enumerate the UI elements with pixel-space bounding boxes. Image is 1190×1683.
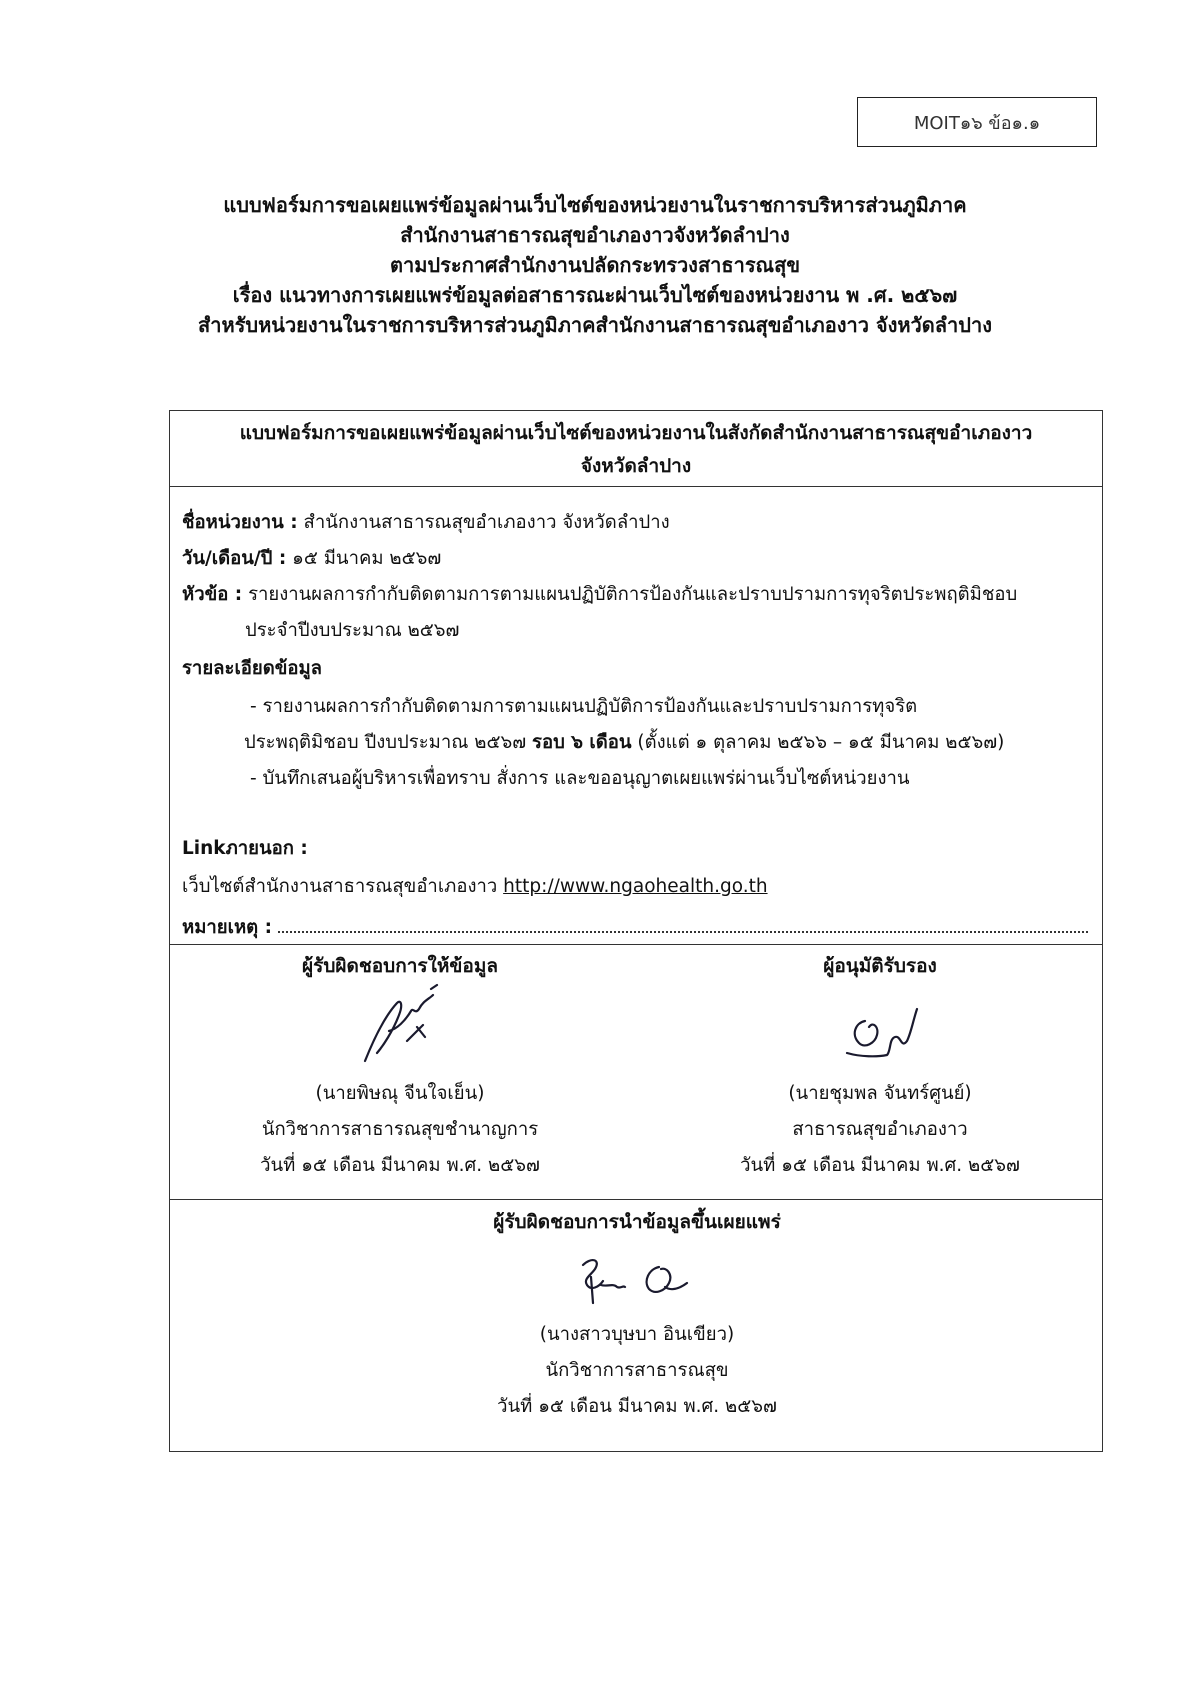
approver-name: (นายชุมพล จันทร์ศูนย์) bbox=[788, 1083, 972, 1104]
detail-item-1-continuation bbox=[244, 729, 1004, 757]
note-label: หมายเหตุ : bbox=[182, 917, 272, 938]
publisher-position: นักวิชาการสาธารณสุข bbox=[545, 1360, 729, 1381]
publisher-heading: ผู้รับผิดชอบการนำข้อมูลขึ้นเผยแพร่ bbox=[493, 1211, 781, 1233]
header-line-4: เรื่อง แนวทางการเผยแพร่ข้อมูลต่อสาธารณะผ่านเว็บไซต์ของหน่วยงาน พ .ศ. ๒๕๖๗ bbox=[232, 283, 958, 307]
header-line-2: สำนักงานสาธารณสุขอำเภองาวจังหวัดลำปาง bbox=[400, 223, 790, 247]
date-value: ๑๕ มีนาคม ๒๕๖๗ bbox=[286, 548, 442, 569]
publisher-name: (นางสาวบุษบา อินเขียว) bbox=[539, 1324, 735, 1345]
date-label: วัน/เดือน/ปี : bbox=[182, 548, 287, 569]
approver-date: วันที่ ๑๕ เดือน มีนาคม พ.ศ. ๒๕๖๗ bbox=[740, 1155, 1020, 1176]
form-title-line-1: แบบฟอร์มการขอเผยแพร่ข้อมูลผ่านเว็บไซต์ของหน่วยงานในสังกัดสำนักงานสาธารณสุขอำเภองาว bbox=[239, 422, 1033, 444]
document-code: MOIT๑๖ ข้อ๑.๑ bbox=[913, 112, 1041, 134]
item1-period: รอบ ๖ เดือน bbox=[532, 732, 632, 753]
provider-name: (นายพิษณุ จีนใจเย็น) bbox=[315, 1083, 485, 1104]
divider bbox=[170, 1199, 1102, 1200]
detail-item-2: - บันทึกเสนอผู้บริหารเพื่อทราบ สั่งการ และขออนุญาตเผยแพร่ผ่านเว็บไซต์หน่วยงาน bbox=[250, 768, 910, 789]
publisher-signature-image bbox=[557, 1237, 717, 1317]
approver-signature-image bbox=[825, 981, 935, 1076]
topic-label: หัวข้อ : bbox=[182, 584, 243, 605]
topic-value: รายงานผลการกำกับติดตามการตามแผนปฏิบัติการป้องกันและปราบปรามการทุจริตประพฤติมิชอบ bbox=[242, 584, 1018, 605]
form-table bbox=[169, 410, 1103, 1452]
document-header bbox=[0, 190, 1190, 340]
divider bbox=[170, 944, 1102, 945]
topic-row bbox=[182, 581, 1017, 609]
document-code-box bbox=[857, 97, 1097, 147]
detail-item-1: - รายงานผลการกำกับติดตามการตามแผนปฏิบัติการป้องกันและปราบปรามการทุจริต bbox=[250, 696, 918, 717]
provider-date: วันที่ ๑๕ เดือน มีนาคม พ.ศ. ๒๕๖๗ bbox=[260, 1155, 540, 1176]
agency-value: สำนักงานสาธารณสุขอำเภองาว จังหวัดลำปาง bbox=[297, 512, 670, 533]
provider-signature-image bbox=[345, 981, 455, 1076]
approver-signature-block bbox=[690, 951, 1070, 1184]
website-text: เว็บไซต์สำนักงานสาธารณสุขอำเภองาว bbox=[182, 876, 504, 897]
detail-label: รายละเอียดข้อมูล bbox=[182, 658, 323, 679]
approver-heading: ผู้อนุมัติรับรอง bbox=[823, 955, 937, 977]
publisher-signature-block bbox=[370, 1207, 904, 1425]
note-row bbox=[182, 913, 1088, 942]
agency-row bbox=[182, 509, 670, 537]
date-row bbox=[182, 545, 441, 573]
website-link[interactable]: http://www.ngaohealth.go.th bbox=[503, 876, 768, 897]
header-line-3: ตามประกาศสำนักงานปลัดกระทรวงสาธารณสุข bbox=[389, 253, 800, 277]
item1-text: ประพฤติมิชอบ ปีงบประมาณ ๒๕๖๗ bbox=[244, 732, 533, 753]
topic-continuation: ประจำปีงบประมาณ ๒๕๖๗ bbox=[245, 620, 460, 641]
provider-heading: ผู้รับผิดชอบการให้ข้อมูล bbox=[302, 955, 498, 977]
agency-label: ชื่อหน่วยงาน : bbox=[182, 512, 298, 533]
form-title bbox=[170, 417, 1102, 483]
header-line-5: สำหรับหน่วยงานในราชการบริหารส่วนภูมิภาคสำนักงานสาธารณสุขอำเภองาว จังหวัดลำปาง bbox=[198, 313, 992, 337]
external-link-label: Linkภายนอก : bbox=[182, 838, 308, 859]
item1-range: (ตั้งแต่ ๑ ตุลาคม ๒๕๖๖ – ๑๕ มีนาคม ๒๕๖๗) bbox=[631, 732, 1005, 753]
website-row bbox=[182, 873, 768, 901]
header-line-1: แบบฟอร์มการขอเผยแพร่ข้อมูลผ่านเว็บไซต์ของหน่วยงานในราชการบริหารส่วนภูมิภาค bbox=[223, 193, 967, 217]
divider bbox=[170, 486, 1102, 487]
approver-position: สาธารณสุขอำเภองาว bbox=[792, 1119, 968, 1140]
form-title-line-2: จังหวัดลำปาง bbox=[580, 455, 692, 477]
note-dotted-line bbox=[278, 913, 1088, 933]
provider-signature-block bbox=[210, 951, 590, 1184]
provider-position: นักวิชาการสาธารณสุขชำนาญการ bbox=[261, 1119, 539, 1140]
publisher-date: วันที่ ๑๕ เดือน มีนาคม พ.ศ. ๒๕๖๗ bbox=[497, 1396, 777, 1417]
